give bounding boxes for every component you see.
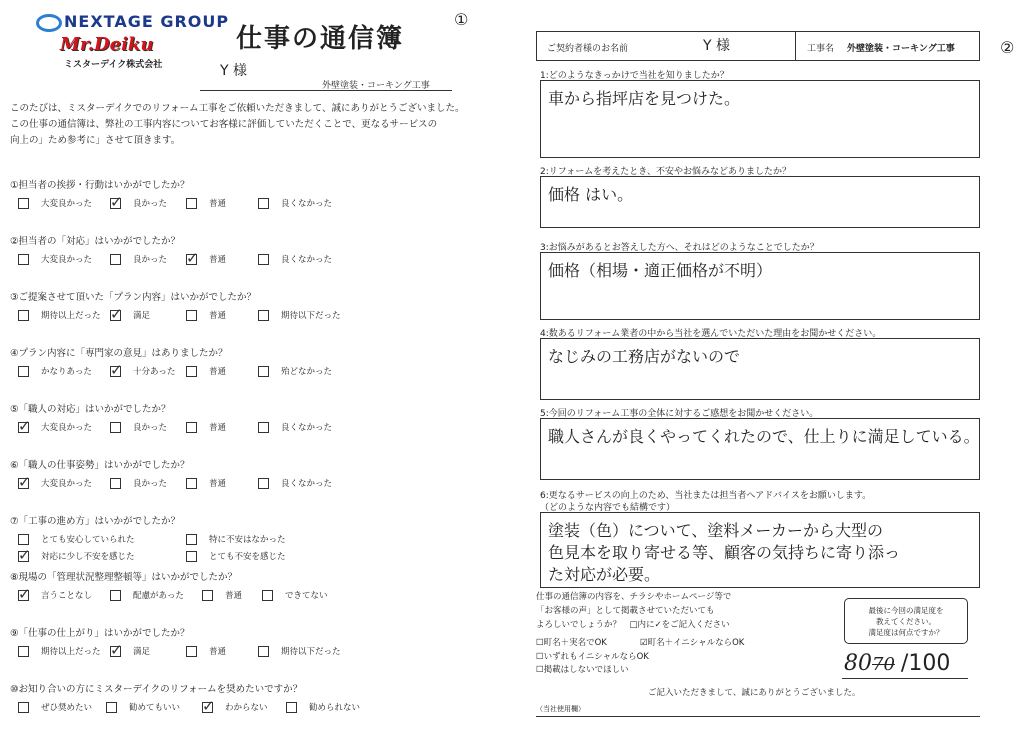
thanks-text: ご記入いただきまして、誠にありがとうございました。 bbox=[648, 688, 861, 698]
handwritten-answer: 塗装（色）について、塗料メーカーから大型の bbox=[548, 521, 884, 540]
answer-option[interactable] bbox=[186, 645, 226, 657]
publish-option[interactable]: ☐町名＋実名でOK bbox=[536, 638, 607, 648]
checkbox-icon[interactable] bbox=[18, 254, 29, 265]
score-underline bbox=[842, 678, 968, 679]
answer-option[interactable] bbox=[110, 645, 150, 657]
score-handwritten: 80 bbox=[844, 651, 872, 676]
answer-option[interactable] bbox=[110, 197, 167, 209]
checkbox-icon[interactable] bbox=[258, 422, 269, 433]
checked-checkbox-icon[interactable] bbox=[18, 551, 29, 562]
checkbox-icon[interactable] bbox=[258, 254, 269, 265]
answer-option[interactable] bbox=[186, 253, 226, 265]
checkbox-icon[interactable] bbox=[110, 422, 121, 433]
option-label: 普通 bbox=[209, 423, 227, 433]
publish-option[interactable]: ☐掲載はしないでほしい bbox=[536, 665, 629, 675]
publish-option[interactable]: ☑町名＋イニシャルならOK bbox=[640, 638, 745, 648]
answer-option[interactable] bbox=[186, 421, 226, 433]
checkbox-icon[interactable] bbox=[186, 198, 197, 209]
answer-option[interactable] bbox=[18, 533, 135, 545]
answer-option[interactable] bbox=[18, 421, 92, 433]
handwritten-answer: 職人さんが良くやってくれたので、仕上りに満足している。 bbox=[548, 427, 980, 446]
option-label: 対応に少し不安を感じた bbox=[41, 552, 135, 562]
answer-option[interactable] bbox=[18, 645, 101, 657]
checkbox-icon[interactable] bbox=[18, 310, 29, 321]
freeform-question: 3:お悩みがあるとお答えした方へ、それはどのようなことでしたか？ bbox=[540, 243, 819, 253]
option-label: ぜひ奨めたい bbox=[41, 703, 93, 713]
satisfaction-score bbox=[844, 651, 950, 676]
option-label: とても不安を感じた bbox=[209, 552, 286, 562]
option-label: 期待以上だった bbox=[41, 647, 101, 657]
checked-checkbox-icon[interactable] bbox=[110, 198, 121, 209]
option-label: わからない bbox=[225, 703, 268, 713]
checkbox-icon[interactable] bbox=[186, 534, 197, 545]
freeform-question: 1:どのようなきっかけで当社を知りましたか？ bbox=[540, 71, 729, 81]
checkbox-icon[interactable] bbox=[18, 702, 29, 713]
satisfaction-box: 最後に今回の満足度を 教えてください。 満足度は何点ですか？ bbox=[844, 598, 968, 644]
checkbox-icon[interactable] bbox=[258, 366, 269, 377]
freeform-question-note: （どのような内容でも結構です） bbox=[540, 503, 676, 513]
option-label: 良くなかった bbox=[281, 199, 333, 209]
option-label: 良かった bbox=[133, 479, 168, 489]
question-text: ⑧現場の「管理状況整理整頓等」はいかがでしたか？ bbox=[10, 572, 238, 583]
checked-checkbox-icon[interactable] bbox=[110, 646, 121, 657]
answer-option[interactable] bbox=[186, 533, 286, 545]
option-label: 良かった bbox=[133, 255, 168, 265]
publish-request-line: よろしいでしょうか？ □内に✓をご記入ください bbox=[536, 620, 730, 630]
option-label: 期待以上だった bbox=[41, 311, 101, 321]
handwritten-answer: た対応が必要。 bbox=[548, 565, 661, 584]
checkbox-icon[interactable] bbox=[110, 590, 121, 601]
intro-text: このたびは、ミスターデイクでのリフォーム工事をご依頼いただきまして、誠にありがとうございました。 この仕事の通信簿は、弊社の工事内容についてお客様に評価していただくことで、更なるサービスの 向上の」ため参考に」させて頂きます。 bbox=[10, 103, 465, 146]
contract-header bbox=[536, 31, 980, 61]
checked-checkbox-icon[interactable] bbox=[110, 366, 121, 377]
checkbox-icon[interactable] bbox=[186, 366, 197, 377]
checkbox-icon[interactable] bbox=[186, 551, 197, 562]
score-struck: 70 bbox=[872, 654, 895, 675]
option-label: 殆どなかった bbox=[281, 367, 333, 377]
answer-option[interactable] bbox=[110, 421, 167, 433]
checked-checkbox-icon[interactable] bbox=[202, 702, 213, 713]
answer-option[interactable] bbox=[258, 645, 341, 657]
answer-option[interactable] bbox=[110, 365, 175, 377]
option-label: 十分あった bbox=[133, 367, 176, 377]
option-label: 大変良かった bbox=[41, 423, 93, 433]
answer-option[interactable] bbox=[202, 701, 268, 713]
option-label: 普通 bbox=[209, 647, 227, 657]
contract-customer: Y 様 bbox=[703, 38, 731, 54]
option-label: 配慮があった bbox=[133, 591, 184, 601]
internal-use-label: （当社使用欄） bbox=[536, 705, 585, 713]
question-text: ⑩お知り合いの方にミスターデイクのリフォームを奨めたいですか？ bbox=[10, 684, 303, 695]
work-type: 外壁塗装・コーキング工事 bbox=[322, 81, 430, 91]
option-label: 期待以下だった bbox=[281, 647, 341, 657]
company-name: ミスターデイク株式会社 bbox=[64, 60, 163, 70]
checked-checkbox-icon[interactable] bbox=[18, 422, 29, 433]
answer-option[interactable] bbox=[186, 197, 226, 209]
answer-option[interactable] bbox=[18, 253, 92, 265]
checkbox-icon[interactable] bbox=[18, 646, 29, 657]
option-label: 良かった bbox=[133, 199, 168, 209]
answer-option[interactable] bbox=[262, 589, 328, 601]
option-label: 大変良かった bbox=[41, 255, 93, 265]
handwritten-answer: なじみの工務店がないので bbox=[548, 347, 741, 366]
nextage-ring-icon bbox=[36, 14, 62, 32]
option-label: 良かった bbox=[133, 423, 168, 433]
answer-option[interactable] bbox=[106, 701, 180, 713]
answer-option[interactable] bbox=[186, 309, 226, 321]
work-name: 外壁塗装・コーキング工事 bbox=[847, 44, 955, 54]
checkbox-icon[interactable] bbox=[262, 590, 273, 601]
answer-option[interactable] bbox=[186, 365, 226, 377]
score-max: /100 bbox=[900, 651, 951, 676]
freeform-question: 2:リフォームを考えたとき、不安やお悩みなどありましたか？ bbox=[540, 167, 791, 177]
checked-checkbox-icon[interactable] bbox=[186, 254, 197, 265]
option-label: 普通 bbox=[209, 199, 227, 209]
question-text: ①担当者の挨拶・行動はいかがでしたか？ bbox=[10, 180, 190, 191]
checkbox-icon[interactable] bbox=[18, 534, 29, 545]
freeform-question: 4:数あるリフォーム業者の中から当社を選んでいただいた理由をお聞かせください。 bbox=[540, 329, 882, 339]
answer-option[interactable] bbox=[258, 421, 332, 433]
question-text: ⑤「職人の対応」はいかがでしたか？ bbox=[10, 404, 171, 415]
customer-name: Y 様 bbox=[220, 63, 248, 79]
answer-option[interactable] bbox=[258, 309, 341, 321]
answer-option[interactable] bbox=[18, 550, 135, 562]
option-label: 言うことなし bbox=[41, 591, 93, 601]
checked-checkbox-icon[interactable] bbox=[110, 310, 121, 321]
option-label: 勧めてもいい bbox=[129, 703, 181, 713]
answer-option[interactable] bbox=[18, 365, 92, 377]
answer-option[interactable] bbox=[18, 477, 92, 489]
checkbox-icon[interactable] bbox=[202, 590, 213, 601]
option-label: 期待以下だった bbox=[281, 311, 341, 321]
publish-request-line: 「お客様の声」として掲載させていただいても bbox=[536, 606, 715, 616]
answer-option[interactable] bbox=[18, 197, 92, 209]
question-text: ②担当者の「対応」はいかがでしたか？ bbox=[10, 236, 181, 247]
publish-request-line: 仕事の通信簿の内容を、チラシやホームページ等で bbox=[536, 592, 732, 602]
answer-option[interactable] bbox=[110, 589, 184, 601]
internal-use-line bbox=[536, 716, 980, 717]
answer-option[interactable] bbox=[186, 550, 286, 562]
option-label: できてない bbox=[285, 591, 328, 601]
handwritten-answer: 価格（相場・適正価格が不明） bbox=[548, 261, 773, 280]
checkbox-icon[interactable] bbox=[110, 254, 121, 265]
checkbox-icon[interactable] bbox=[258, 310, 269, 321]
checkbox-icon[interactable] bbox=[258, 198, 269, 209]
option-label: 良くなかった bbox=[281, 479, 333, 489]
answer-option[interactable] bbox=[258, 253, 332, 265]
question-text: ④プラン内容に「専門家の意見」はありましたか？ bbox=[10, 348, 228, 359]
checked-checkbox-icon[interactable] bbox=[18, 478, 29, 489]
answer-option[interactable] bbox=[258, 197, 332, 209]
option-label: かなりあった bbox=[41, 367, 92, 377]
checkbox-icon[interactable] bbox=[110, 478, 121, 489]
option-label: 良くなかった bbox=[281, 255, 333, 265]
answer-option[interactable] bbox=[18, 589, 92, 601]
handwritten-answer: 車から指坪店を見つけた。 bbox=[548, 89, 741, 108]
page-title: 仕事の通信簿 bbox=[236, 24, 405, 54]
checkbox-icon[interactable] bbox=[186, 310, 197, 321]
checkbox-icon[interactable] bbox=[106, 702, 117, 713]
option-label: 勧められない bbox=[309, 703, 361, 713]
work-name-label: 工事名 bbox=[807, 44, 835, 54]
option-label: 普通 bbox=[209, 311, 227, 321]
option-label: 普通 bbox=[209, 255, 227, 265]
answer-option[interactable] bbox=[186, 477, 226, 489]
answer-option[interactable] bbox=[110, 477, 167, 489]
option-label: 特に不安はなかった bbox=[209, 535, 286, 545]
page-number-2: ② bbox=[1000, 38, 1015, 57]
option-label: とても安心していられた bbox=[41, 535, 135, 545]
contract-name-label: ご契約者様のお名前 bbox=[547, 44, 629, 54]
checkbox-icon[interactable] bbox=[186, 478, 197, 489]
checkbox-icon[interactable] bbox=[186, 422, 197, 433]
answer-option[interactable] bbox=[258, 477, 332, 489]
publish-option[interactable]: ☐いずれもイニシャルならOK bbox=[536, 652, 649, 662]
question-text: ⑦「工事の進め方」はいかがでしたか？ bbox=[10, 516, 181, 527]
checkbox-icon[interactable] bbox=[186, 646, 197, 657]
handwritten-answer: 価格 はい。 bbox=[548, 185, 634, 204]
name-underline bbox=[200, 90, 452, 91]
option-label: 大変良かった bbox=[41, 199, 93, 209]
checkbox-icon[interactable] bbox=[18, 366, 29, 377]
checkbox-icon[interactable] bbox=[18, 198, 29, 209]
option-label: 大変良かった bbox=[41, 479, 93, 489]
checked-checkbox-icon[interactable] bbox=[18, 590, 29, 601]
option-label: 普通 bbox=[225, 591, 243, 601]
option-label: 満足 bbox=[133, 311, 151, 321]
answer-option[interactable] bbox=[286, 701, 360, 713]
option-label: 普通 bbox=[209, 479, 227, 489]
checkbox-icon[interactable] bbox=[258, 478, 269, 489]
answer-option[interactable] bbox=[110, 309, 150, 321]
option-label: 良くなかった bbox=[281, 423, 333, 433]
question-text: ③ご提案させて頂いた「プラン内容」はいかがでしたか？ bbox=[10, 292, 257, 303]
handwritten-answer: 色見本を取り寄せる等、顧客の気持ちに寄り添っ bbox=[548, 543, 901, 562]
page-number-1: ① bbox=[454, 10, 469, 29]
answer-option[interactable] bbox=[110, 253, 167, 265]
checkbox-icon[interactable] bbox=[258, 646, 269, 657]
checkbox-icon[interactable] bbox=[286, 702, 297, 713]
option-label: 満足 bbox=[133, 647, 151, 657]
answer-option[interactable] bbox=[202, 589, 242, 601]
freeform-question: 6:更なるサービスの向上のため、当社または担当者へアドバイスをお願いします。 bbox=[540, 491, 872, 501]
nextage-logo: NEXTAGE GROUP bbox=[36, 12, 229, 32]
answer-option[interactable] bbox=[18, 309, 101, 321]
answer-option[interactable] bbox=[18, 701, 92, 713]
question-text: ⑨「仕事の仕上がり」はいかがでしたか？ bbox=[10, 628, 190, 639]
header-divider bbox=[795, 32, 796, 60]
answer-option[interactable] bbox=[258, 365, 332, 377]
question-text: ⑥「職人の仕事姿勢」はいかがでしたか？ bbox=[10, 460, 190, 471]
mr-deiku-logo: Mr.Deiku bbox=[60, 34, 154, 55]
freeform-question: 5:今回のリフォーム工事の全体に対するご感想をお聞かせください。 bbox=[540, 409, 819, 419]
option-label: 普通 bbox=[209, 367, 227, 377]
